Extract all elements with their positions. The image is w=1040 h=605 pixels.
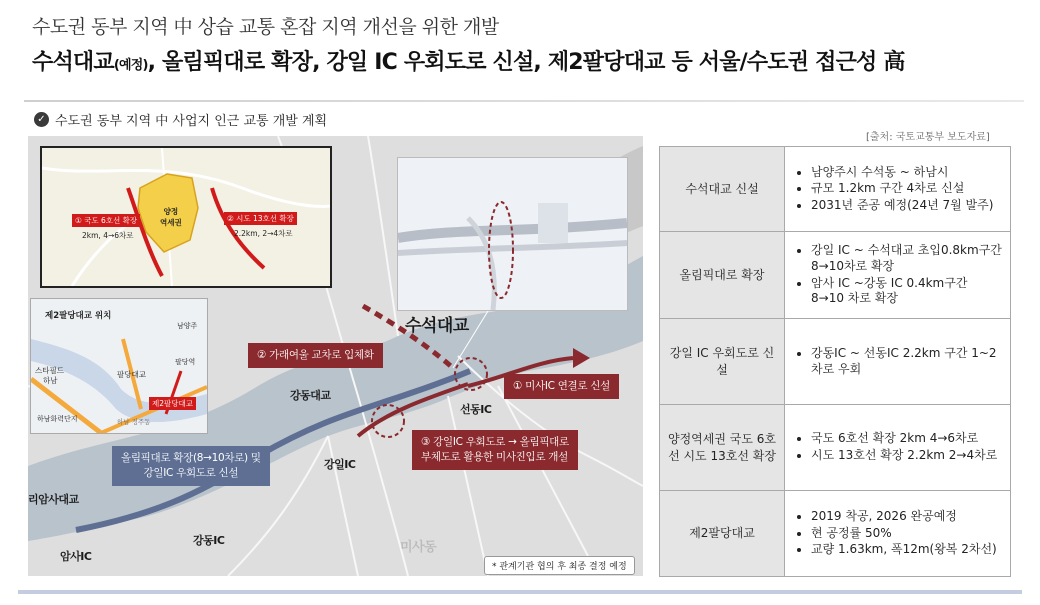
callout-olympic-line2: 강일IC 우회도로 신설 [143,467,239,480]
list-item: • 규모 1.2km 구간 4차로 신설 [811,181,1002,197]
label-susuk-bridge: 수석대교 [405,316,469,336]
label-seondong-ic: 선동IC [460,403,492,416]
row-value [785,491,1011,577]
route-13-desc: 2.2km, 2→4차로 [234,229,293,238]
list-item: • 강동IC ~ 선동IC 2.2km 구간 1~2차로 우회 [811,346,1002,377]
callout-gangil-line2: 부체도로 활용한 미사진입로 개설 [421,451,568,464]
row-key: 올림픽대로 확장 [660,232,785,319]
row-key: 제2팔당대교 [660,491,785,577]
table-row [660,319,1011,405]
title-part-1: 수석대교 [32,50,114,75]
label-gangdong-ic: 강동IC [193,534,225,547]
starfield-label: 스타필드 [35,366,64,375]
callout-garae-intersection: ② 가래여울 교차로 입체화 [248,343,383,368]
list-item: • 교량 1.63km, 폭12m(왕복 2차선) [811,542,1002,558]
inset-paldang-title: 제2팔당대교 위치 [45,311,112,321]
paldang-station-label: 팔당역 [175,358,196,366]
row-key: 수석대교 신설 [660,147,785,232]
list-item: • 2031년 준공 예정(24년 7월 발주) [811,198,1002,214]
row-key: 양정역세권 국도 6호선 시도 13호선 확장 [660,405,785,491]
title-small: (예정) [113,58,148,73]
list-item: • 국도 6호선 확장 2km 4→6차로 [811,431,1002,447]
yangjeong-label-2: 역세권 [160,218,182,227]
label-gangil-ic: 강일IC [324,458,356,471]
row-value [785,319,1011,405]
table-row [660,491,1011,577]
header-divider [24,100,1024,102]
page-subtitle: 수도권 동부 지역 中 상습 교통 혼잡 지역 개선을 위한 개발 [32,16,499,38]
section-heading [34,110,327,129]
callout-olympic-line1: 올림픽대로 확장(8→10차로) 및 [121,452,261,464]
inset-paldang [30,298,208,434]
label-misa-dong: 미사동 [400,540,437,555]
list-item: • 현 공정률 50% [811,526,1002,542]
second-paldang-tag: 제2팔당대교 [149,397,196,410]
route-6-tag: ① 국도 6호선 확장 [72,214,140,227]
row-key: 강일 IC 우회도로 신설 [660,319,785,405]
callout-misa-ic: ① 미사IC 연결로 신설 [504,374,619,399]
source-label: [출처: 국토교통부 보도자료] [866,132,990,143]
hanam-label: 하남 [43,376,58,385]
map-note: * 관계기관 협의 후 최종 결정 예정 [484,556,635,575]
list-item: • 강일 IC ~ 수석대교 초입0.8km구간 8→10차로 확장 [811,243,1002,274]
label-gangdong-bridge: 강동대교 [290,389,331,402]
footer-bar [18,590,1022,594]
title-part-2: , 올림픽대로 확장, 강일 IC 우회도로 신설, 제2팔당대교 등 서울/수도권 접근성 高 [147,50,905,75]
paldang-bridge-label: 팔당대교 [117,370,146,379]
inset-yangjeong [40,146,332,288]
route-13-tag: ② 시도 13호선 확장 [224,212,297,225]
list-item: • 남양주시 수석동 ~ 하남시 [811,165,1002,181]
callout-gangil-bypass [412,430,578,470]
yangjeong-label [160,206,182,228]
list-item: • 암사 IC ~강동 IC 0.4km구간 8→10 차로 확장 [811,276,1002,307]
callout-gangil-line1: ③ 강일IC 우회도로 → 올림픽대로 [421,436,569,448]
page-header [32,12,905,76]
table-row [660,232,1011,319]
table-row [660,147,1011,232]
aerial-photo-art [398,158,627,310]
route-6-desc: 2km, 4→6차로 [82,231,134,240]
project-table [659,146,1011,577]
row-value [785,232,1011,319]
label-amsa-ic: 암사IC [60,550,92,563]
section-heading-text: 수도권 동부 지역 中 사업지 인근 교통 개발 계획 [55,114,328,129]
label-riamsa-bridge: 리암사대교 [28,493,79,506]
check-circle-icon: ✓ [34,112,49,127]
callout-olympic-expansion [112,446,270,486]
row-value [785,405,1011,491]
list-item: • 시도 13호선 확장 2.2km 2→4차로 [811,448,1002,464]
yangjeong-label-1: 양정 [163,207,179,216]
hanam-city-label: 하남화력단지 [37,415,78,423]
namyangju-label: 남양주 [177,322,198,330]
table-row [660,405,1011,491]
list-item: • 2019 착공, 2026 완공예정 [811,509,1002,525]
page-title [32,45,905,76]
aerial-photo [397,157,628,311]
row-value [785,147,1011,232]
hanam-dam-label: 하남 정주동 [117,418,151,426]
